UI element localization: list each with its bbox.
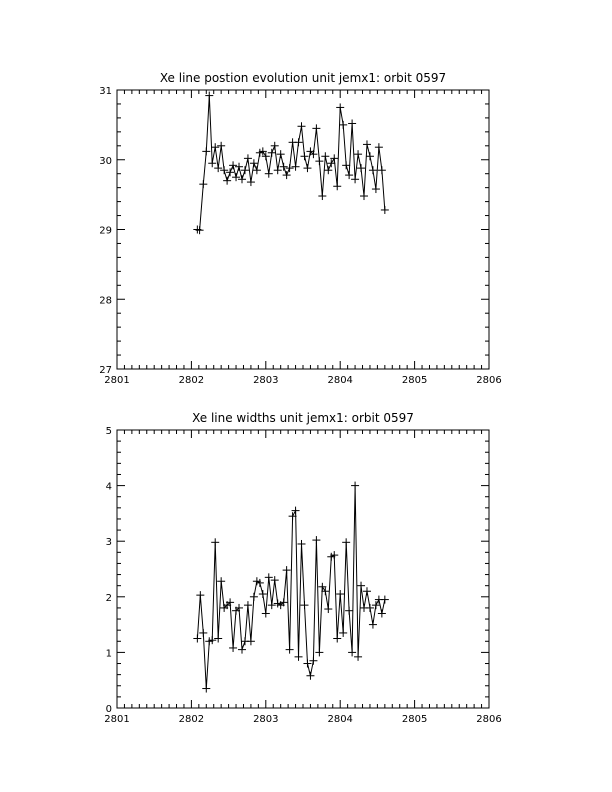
data-point-marker	[360, 192, 368, 200]
x-tick-label: 2803	[253, 375, 279, 386]
position-chart-frame	[117, 90, 489, 369]
data-point-marker	[369, 621, 377, 629]
data-point-marker	[336, 103, 344, 111]
x-tick-label: 2803	[253, 714, 279, 725]
data-point-marker	[298, 122, 306, 130]
data-point-marker	[354, 653, 362, 661]
data-point-marker	[366, 152, 374, 160]
data-point-marker	[345, 171, 353, 179]
data-point-marker	[345, 607, 353, 615]
x-tick-label: 2801	[104, 375, 130, 386]
data-point-marker	[357, 582, 365, 590]
data-point-marker	[283, 566, 291, 574]
data-point-marker	[286, 646, 294, 654]
data-point-marker	[300, 601, 308, 609]
data-point-marker	[336, 590, 344, 598]
data-point-marker	[247, 178, 255, 186]
data-point-marker	[232, 173, 240, 181]
data-point-marker	[235, 163, 243, 171]
data-point-marker	[298, 540, 306, 548]
data-point-marker	[211, 143, 219, 151]
data-point-marker	[226, 168, 234, 176]
x-tick-label: 2801	[104, 714, 130, 725]
y-tick-label: 27	[99, 365, 112, 376]
data-point-marker	[238, 175, 246, 183]
data-point-marker	[375, 143, 383, 151]
data-point-marker	[268, 149, 276, 157]
data-point-marker	[199, 629, 207, 637]
x-tick-label: 2804	[327, 714, 353, 725]
y-tick-label: 5	[105, 426, 112, 437]
data-point-marker	[244, 154, 252, 162]
width-chart	[104, 411, 501, 725]
data-point-marker	[318, 192, 326, 200]
data-point-marker	[372, 185, 380, 193]
x-tick-label: 2806	[476, 375, 502, 386]
data-point-marker	[277, 150, 285, 158]
data-point-marker	[357, 164, 365, 172]
data-point-marker	[378, 166, 386, 174]
data-point-marker	[241, 166, 249, 174]
y-tick-label: 29	[99, 225, 112, 237]
y-tick-label: 31	[99, 86, 112, 97]
y-tick-label: 0	[105, 704, 112, 715]
width-chart-title: Xe line widths unit jemx1: orbit 0597	[192, 411, 414, 425]
data-point-marker	[342, 161, 350, 169]
y-tick-label: 4	[105, 481, 112, 493]
data-point-marker	[333, 635, 341, 643]
data-point-marker	[324, 166, 332, 174]
data-point-marker	[202, 685, 210, 693]
data-point-marker	[315, 157, 323, 165]
data-point-marker	[199, 180, 207, 188]
data-point-marker	[196, 591, 204, 599]
data-point-marker	[339, 121, 347, 129]
y-tick-label: 30	[99, 155, 112, 167]
data-point-marker	[348, 648, 356, 656]
data-point-marker	[283, 171, 291, 179]
data-point-marker	[324, 605, 332, 613]
data-point-marker	[295, 138, 303, 146]
y-tick-label: 2	[105, 592, 112, 604]
data-point-marker	[244, 601, 252, 609]
data-point-marker	[259, 590, 267, 598]
position-chart	[99, 71, 501, 386]
data-point-marker	[238, 646, 246, 654]
data-point-marker	[321, 152, 329, 160]
data-point-marker	[333, 182, 341, 190]
data-point-marker	[303, 164, 311, 172]
y-tick-label: 28	[99, 295, 112, 307]
data-point-marker	[286, 164, 294, 172]
x-tick-label: 2805	[401, 714, 428, 725]
data-point-marker	[315, 648, 323, 656]
data-point-marker	[202, 147, 210, 155]
data-point-marker	[271, 142, 279, 150]
data-point-marker	[280, 163, 288, 171]
data-point-marker	[220, 166, 228, 174]
data-point-marker	[247, 637, 255, 645]
data-point-marker	[342, 538, 350, 546]
data-point-marker	[214, 635, 222, 643]
data-point-marker	[363, 140, 371, 148]
data-point-marker	[363, 587, 371, 595]
x-tick-label: 2802	[178, 375, 205, 386]
x-tick-label: 2802	[178, 714, 205, 725]
data-point-marker	[339, 629, 347, 637]
data-point-marker	[253, 166, 261, 174]
data-point-marker	[214, 164, 222, 172]
data-point-marker	[292, 163, 300, 171]
data-point-marker	[381, 206, 389, 214]
data-point-marker	[229, 644, 237, 652]
data-point-marker	[229, 161, 237, 169]
data-point-marker	[295, 653, 303, 661]
data-point-marker	[196, 226, 204, 234]
data-point-marker	[312, 536, 320, 544]
y-tick-label: 1	[105, 648, 112, 660]
data-point-marker	[217, 577, 225, 585]
data-point-marker	[208, 159, 216, 167]
series-line	[197, 96, 384, 231]
data-point-marker	[223, 177, 231, 185]
data-point-marker	[354, 150, 362, 158]
data-point-marker	[381, 596, 389, 604]
data-point-marker	[250, 593, 258, 601]
x-tick-label: 2804	[327, 375, 353, 386]
data-point-marker	[348, 119, 356, 127]
y-tick-label: 3	[105, 537, 112, 549]
x-tick-label: 2805	[401, 375, 428, 386]
data-point-marker	[211, 538, 219, 546]
data-point-marker	[217, 142, 225, 150]
data-point-marker	[351, 482, 359, 490]
data-point-marker	[378, 609, 386, 617]
data-point-marker	[351, 175, 359, 183]
data-point-marker	[262, 609, 270, 617]
x-tick-label: 2806	[476, 714, 502, 725]
data-point-marker	[193, 635, 201, 643]
data-point-marker	[369, 166, 377, 174]
data-point-marker	[274, 166, 282, 174]
data-point-marker	[312, 124, 320, 132]
data-point-marker	[300, 152, 308, 160]
data-point-marker	[268, 601, 276, 609]
position-chart-title: Xe line postion evolution unit jemx1: orbit 0597	[159, 71, 447, 85]
data-point-marker	[250, 159, 258, 167]
data-point-marker	[306, 672, 314, 680]
data-point-marker	[265, 170, 273, 178]
